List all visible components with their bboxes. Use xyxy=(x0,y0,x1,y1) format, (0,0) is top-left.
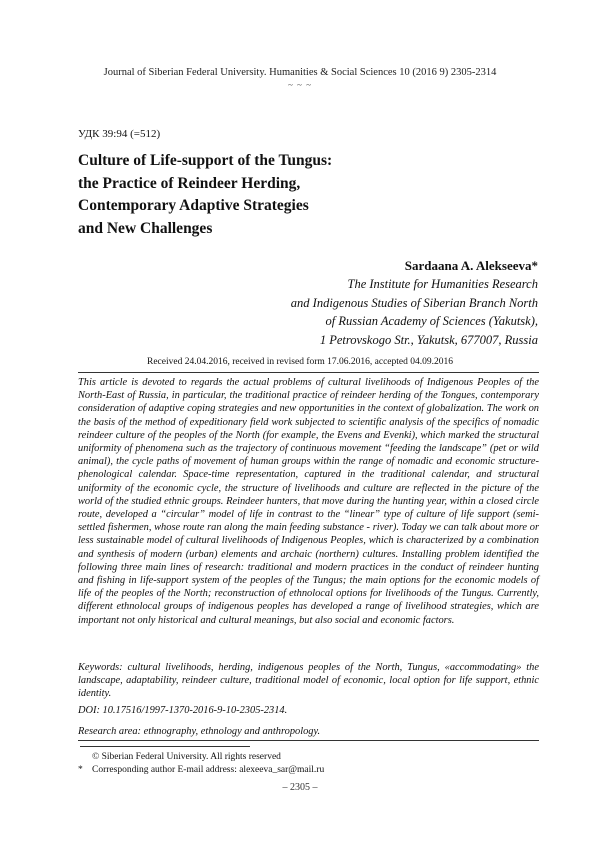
abstract-text: This article is devoted to regards the actual problems of cultural livelihoods of Indigenous Peoples of the North-East of Russia, in particular, the traditional practice of reindeer herding of the Tongues, contemporary consideration of adaptive coping strategies and new opportunities in the context of globalization. The work on the basis of the method of expeditionary field work subjected to scientific analysis of the specifics of nomadic reindeer culture of the peoples of the North (for example, the Evens and Evenki), which marked the structural uniformity of phenomena such as the trajectory of continuous movement “feeding the landscape” (pet or wild animal), the cycle paths of movement of human groups within the range of nomadic and economic structure-phenological calendar. Space-time representation, captured in the traditional calendar, and structural uniformity of the economic cycle, the structure of livelihoods and culture are reflected in the picture of the world of the studied ethnic groups. Reindeer hunters, that move during the hunting year, within a closed circle route, developed a “circular” model of life in contrast to the “linear” type of culture of life support (semi-settled fishermen, whose route ran along the main feeding substance - river). Today we can talk about more or less sustainable model of cultural livelihoods of Indigenous Peoples, which is characterized by a combination and synthesis of modern (urban) elements and archaic (northern) cultures. Installing problem identified the following three main lines of research: traditional and modern practices in the conduct of reindeer hunting and fishing in life-support system of the peoples of the Tungus; the main options for the economic models of life of the peoples of the North; reconstruction of ethnolocal options for livelihoods of the Tungus. Currently, different ethnolocal groups of indigenous peoples has developed a range of livelihood strategies, which are important not only historical and cultural meanings, but also social and economic factors. xyxy=(78,377,539,626)
affiliation-line: and Indigenous Studies of Siberian Branch North xyxy=(290,295,538,310)
affiliation-line: of Russian Academy of Sciences (Yakutsk), xyxy=(325,314,538,328)
journal-header: Journal of Siberian Federal University. Humanities & Social Sciences 10 (2016 9) 2305-2314 xyxy=(103,67,497,78)
corresponding-text: Corresponding author E-mail address: alexeeva_sar@mail.ru xyxy=(92,765,325,775)
title-line: Contemporary Adaptive Strategies xyxy=(78,197,309,214)
header-separator: ~ ~ ~ xyxy=(287,80,313,90)
author-name: Sardaana A. Alekseeva* xyxy=(404,258,538,273)
asterisk-mark: * xyxy=(78,765,83,775)
footnote-rule xyxy=(80,746,250,747)
affiliation-line: The Institute for Humanities Research xyxy=(347,277,538,291)
title-line: the Practice of Reindeer Herding, xyxy=(78,174,301,192)
received-dates: Received 24.04.2016, received in revised form 17.06.2016, accepted 04.09.2016 xyxy=(146,357,454,367)
affiliation-line: 1 Petrovskogo Str., Yakutsk, 677007, Russia xyxy=(319,332,538,347)
footnote-corresponding xyxy=(78,764,324,776)
copyright-text: © Siberian Federal University. All rights reserved xyxy=(92,752,281,762)
keywords: Keywords: cultural livelihoods, herding, indigenous peoples of the North, Tungus, «accommodating» the landscape, adaptability, reindeer culture, traditional model of economic, local option for life support, ethnic identity. xyxy=(78,662,539,700)
page-number: – 2305 – xyxy=(282,782,318,793)
research-area: Research area: ethnography, ethnology and anthropology. xyxy=(78,726,321,737)
abstract-top-rule xyxy=(78,372,539,373)
udk-code: УДК 39:94 (=512) xyxy=(78,128,161,140)
abstract-bottom-rule xyxy=(78,740,539,741)
author-affiliation xyxy=(291,275,538,349)
article-title xyxy=(78,150,498,240)
footnote-copyright xyxy=(78,751,281,763)
doi: DOI: 10.17516/1997-1370-2016-9-10-2305-2314. xyxy=(78,705,288,716)
title-line: and New Challenges xyxy=(78,219,213,237)
title-line: Culture of Life-support of the Tungus: xyxy=(78,152,333,169)
